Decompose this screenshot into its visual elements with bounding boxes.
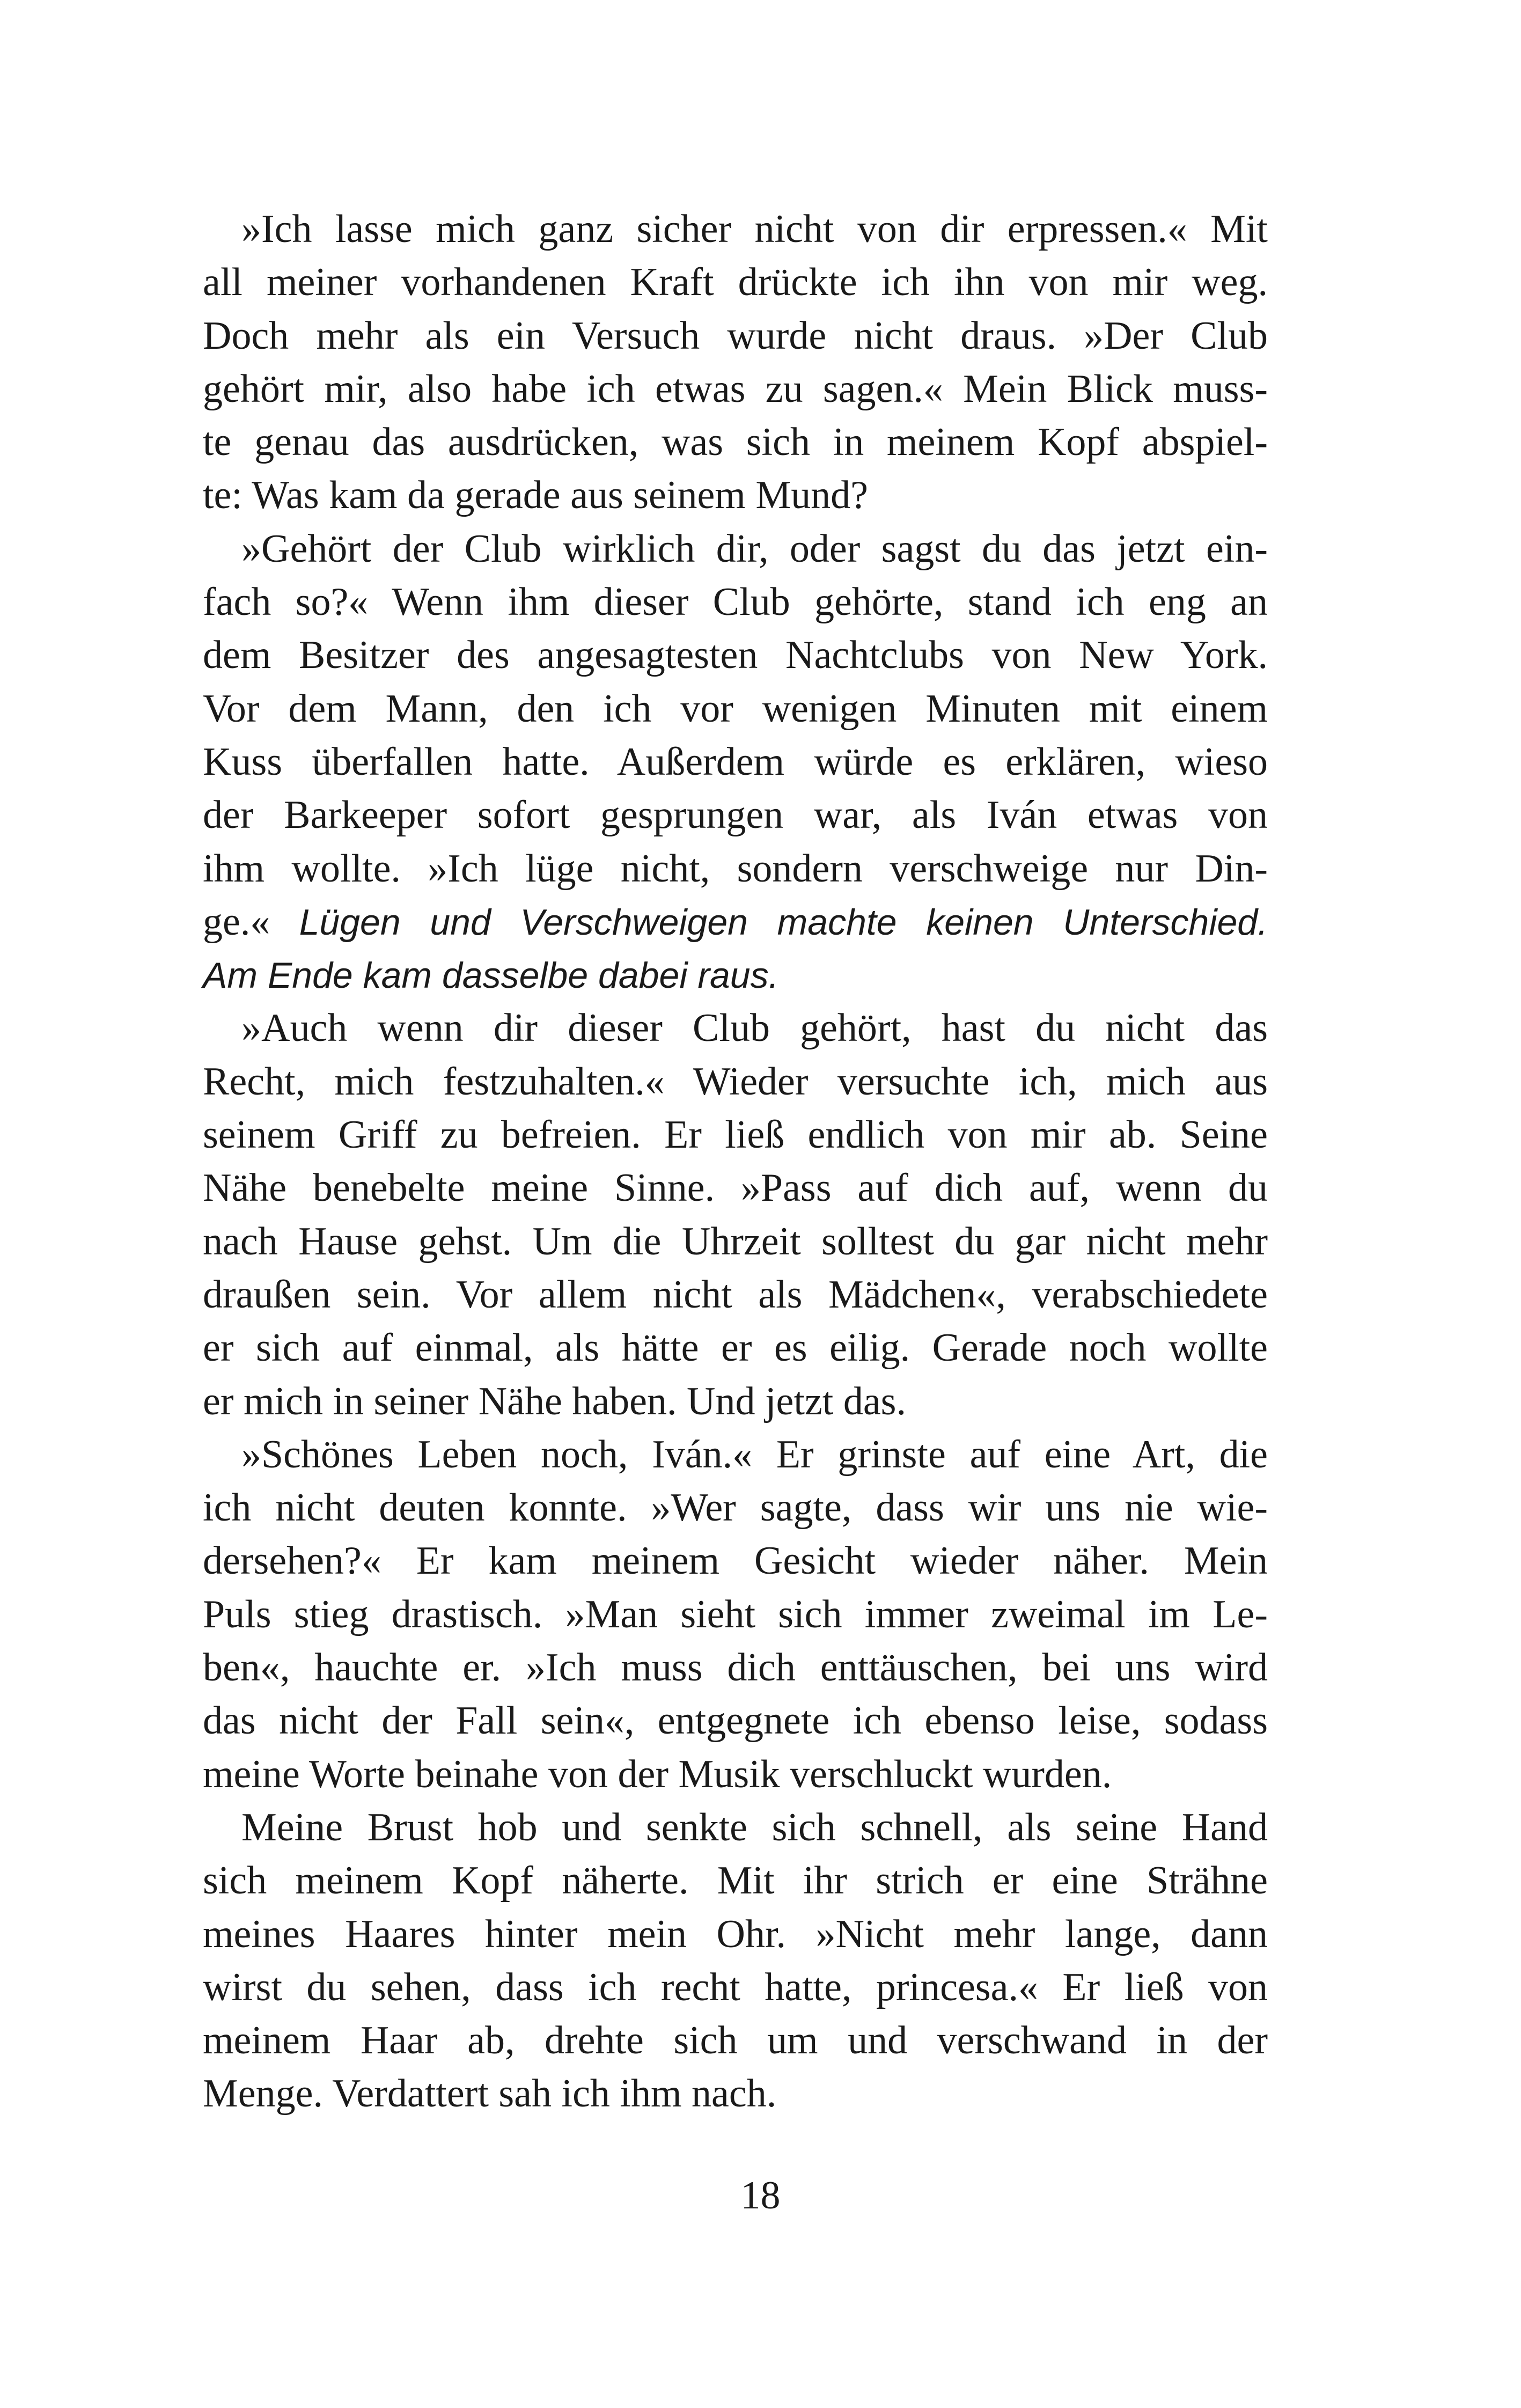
text-line: »Auch wenn dir dieser Club gehört, hast du nicht das bbox=[241, 1006, 1268, 1051]
text-line: nach Hause gehst. Um die Uhrzeit solltest du gar nicht mehr bbox=[203, 1219, 1268, 1264]
text-line: ihm wollte. »Ich lüge nicht, sondern verschweige nur Din- bbox=[203, 846, 1268, 891]
text-line: »Gehört der Club wirklich dir, oder sagst du das jetzt ein- bbox=[241, 526, 1268, 571]
text-line: all meiner vorhandenen Kraft drückte ich ihn von mir weg. bbox=[203, 260, 1268, 305]
text-line: seinem Griff zu befreien. Er ließ endlich von mir ab. Seine bbox=[203, 1113, 1268, 1157]
text-line: Puls stieg drastisch. »Man sieht sich immer zweimal im Le- bbox=[203, 1592, 1268, 1636]
text-line: dem Besitzer des angesagtesten Nachtclubs von New York. bbox=[203, 633, 1268, 678]
text-line: Recht, mich festzuhalten.« Wieder versuchte ich, mich aus bbox=[203, 1059, 1268, 1104]
text-line: sich meinem Kopf näherte. Mit ihr strich er eine Strähne bbox=[203, 1859, 1268, 1903]
italic-thought: Lügen und Verschweigen machte keinen Unterschied. bbox=[299, 901, 1268, 943]
text-line: Menge. Verdattert sah ich ihm nach. bbox=[203, 2072, 777, 2116]
text-line: te: Was kam da gerade aus seinem Mund? bbox=[203, 473, 869, 518]
text-line bbox=[203, 949, 1268, 1002]
text-line: er mich in seiner Nähe haben. Und jetzt das. bbox=[203, 1379, 906, 1423]
text-line: der Barkeeper sofort gesprungen war, als Iván etwas von bbox=[203, 793, 1268, 838]
text-line: meine Worte beinahe von der Musik verschluckt wurden. bbox=[203, 1752, 1112, 1796]
italic-thought: Am Ende kam dasselbe dabei raus. bbox=[203, 955, 779, 996]
text-line: ben«, hauchte er. »Ich muss dich enttäuschen, bei uns wird bbox=[203, 1646, 1268, 1690]
text-line: Kuss überfallen hatte. Außerdem würde es erklären, wieso bbox=[203, 739, 1268, 784]
text-fragment: ge.« bbox=[203, 899, 299, 944]
text-line: fach so?« Wenn ihm dieser Club gehörte, stand ich eng an bbox=[203, 580, 1268, 625]
text-line: Vor dem Mann, den ich vor wenigen Minuten mit einem bbox=[203, 686, 1268, 731]
text-line: wirst du sehen, dass ich recht hatte, princesa.« Er ließ von bbox=[203, 1965, 1268, 2009]
text-line: ich nicht deuten konnte. »Wer sagte, dass wir uns nie wie- bbox=[203, 1486, 1268, 1530]
text-line: Doch mehr als ein Versuch wurde nicht draus. »Der Club bbox=[203, 313, 1268, 358]
page-number: 18 bbox=[740, 2174, 781, 2218]
text-line: gehört mir, also habe ich etwas zu sagen.« Mein Blick muss- bbox=[203, 366, 1268, 411]
text-line: er sich auf einmal, als hätte er es eilig. Gerade noch wollte bbox=[203, 1326, 1268, 1370]
text-line: das nicht der Fall sein«, entgegnete ich ebenso leise, sodass bbox=[203, 1699, 1268, 1743]
text-line: meinem Haar ab, drehte sich um und verschwand in der bbox=[203, 2018, 1268, 2063]
text-line: »Schönes Leben noch, Iván.« Er grinste auf eine Art, die bbox=[241, 1432, 1268, 1477]
text-line: Nähe benebelte meine Sinne. »Pass auf dich auf, wenn du bbox=[203, 1166, 1268, 1210]
text-line: Meine Brust hob und senkte sich schnell, als seine Hand bbox=[241, 1805, 1268, 1849]
body-text bbox=[203, 203, 1268, 2121]
text-line: meines Haares hinter mein Ohr. »Nicht mehr lange, dann bbox=[203, 1912, 1268, 1956]
text-line: dersehen?« Er kam meinem Gesicht wieder näher. Mein bbox=[203, 1539, 1268, 1583]
text-line: te genau das ausdrücken, was sich in meinem Kopf abspiel- bbox=[203, 420, 1268, 465]
text-line: »Ich lasse mich ganz sicher nicht von dir erpressen.« Mit bbox=[241, 207, 1268, 251]
text-line: draußen sein. Vor allem nicht als Mädchen«, verabschiedete bbox=[203, 1272, 1268, 1317]
text-line bbox=[203, 895, 1268, 949]
